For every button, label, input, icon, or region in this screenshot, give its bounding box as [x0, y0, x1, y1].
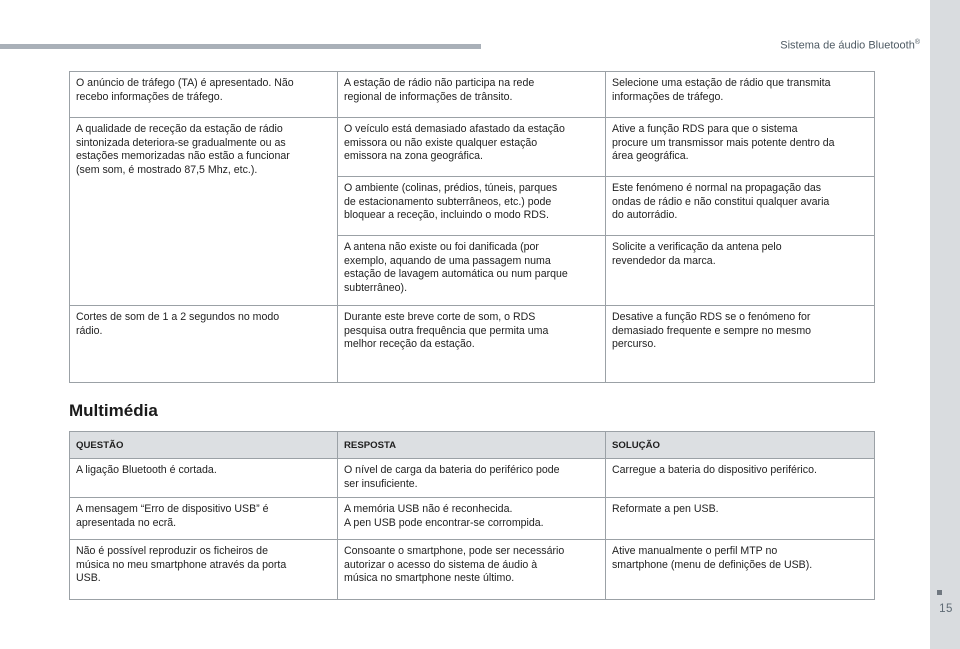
answer-cell: Consoante o smartphone, pode ser necessário autorizar o acesso do sistema de áudio à música no smartphone neste último.: [338, 540, 606, 600]
section-title: Multimédia: [69, 401, 158, 420]
solution-cell: Este fenómeno é normal na propagação das ondas de rádio e não constitui qualquer avaria do autorrádio.: [606, 177, 875, 236]
solution-cell: Reformate a pen USB.: [606, 498, 875, 540]
question-cell: A mensagem “Erro de dispositivo USB” é apresentada no ecrã.: [70, 498, 338, 540]
question-cell: Cortes de som de 1 a 2 segundos no modo rádio.: [70, 306, 338, 383]
column-header-solution: SOLUÇÃO: [606, 432, 875, 459]
table-row: [70, 459, 875, 498]
solution-cell: Ative manualmente o perfil MTP no smartphone (menu de definições de USB).: [606, 540, 875, 600]
table-row: [70, 498, 875, 540]
header-rule: [0, 44, 481, 49]
page-number: 15: [939, 603, 953, 615]
running-header: [780, 39, 920, 52]
table-row: [70, 72, 875, 118]
answer-cell: A antena não existe ou foi danificada (por exemplo, aquando de uma passagem numa estação de lavagem automática ou num parque subterrâneo).: [338, 236, 606, 306]
running-header-title: Sistema de áudio Bluetooth: [780, 39, 915, 52]
question-cell: Não é possível reproduzir os ficheiros de música no meu smartphone através da porta USB.: [70, 540, 338, 600]
table-row: [70, 540, 875, 600]
radio-troubleshooting-table: [69, 71, 875, 383]
answer-cell: A estação de rádio não participa na rede regional de informações de trânsito.: [338, 72, 606, 118]
solution-cell: Carregue a bateria do dispositivo periférico.: [606, 459, 875, 498]
solution-cell: Ative a função RDS para que o sistema procure um transmissor mais potente dentro da área geográfica.: [606, 118, 875, 177]
square-bullet-icon: [937, 590, 942, 595]
table-header-row: [70, 432, 875, 459]
solution-cell: Desative a função RDS se o fenómeno for demasiado frequente e sempre no mesmo percurso.: [606, 306, 875, 383]
answer-cell: A memória USB não é reconhecida. A pen USB pode encontrar-se corrompida.: [338, 498, 606, 540]
answer-cell: Durante este breve corte de som, o RDS pesquisa outra frequência que permita uma melhor receção da estação.: [338, 306, 606, 383]
answer-cell: O veículo está demasiado afastado da estação emissora ou não existe qualquer estação emissora na zona geográfica.: [338, 118, 606, 177]
solution-cell: Selecione uma estação de rádio que transmita informações de tráfego.: [606, 72, 875, 118]
table-row: [70, 306, 875, 383]
solution-cell: Solicite a verificação da antena pelo revendedor da marca.: [606, 236, 875, 306]
page-side-strip: [930, 0, 960, 649]
answer-cell: O nível de carga da bateria do periférico pode ser insuficiente.: [338, 459, 606, 498]
column-header-question: QUESTÃO: [70, 432, 338, 459]
multimedia-troubleshooting-table: [69, 431, 875, 600]
question-cell: O anúncio de tráfego (TA) é apresentado. Não recebo informações de tráfego.: [70, 72, 338, 118]
registered-mark: ®: [914, 39, 920, 46]
column-header-answer: RESPOSTA: [338, 432, 606, 459]
table-row: [70, 118, 875, 177]
question-cell: A qualidade de receção da estação de rádio sintonizada deteriora-se gradualmente ou as estações memorizadas não estão a funcionar (sem som, é mostrado 87,5 Mhz, etc.).: [70, 118, 338, 306]
question-cell: A ligação Bluetooth é cortada.: [70, 459, 338, 498]
answer-cell: O ambiente (colinas, prédios, túneis, parques de estacionamento subterrâneos, etc.) pode bloquear a receção, incluindo o modo RDS.: [338, 177, 606, 236]
